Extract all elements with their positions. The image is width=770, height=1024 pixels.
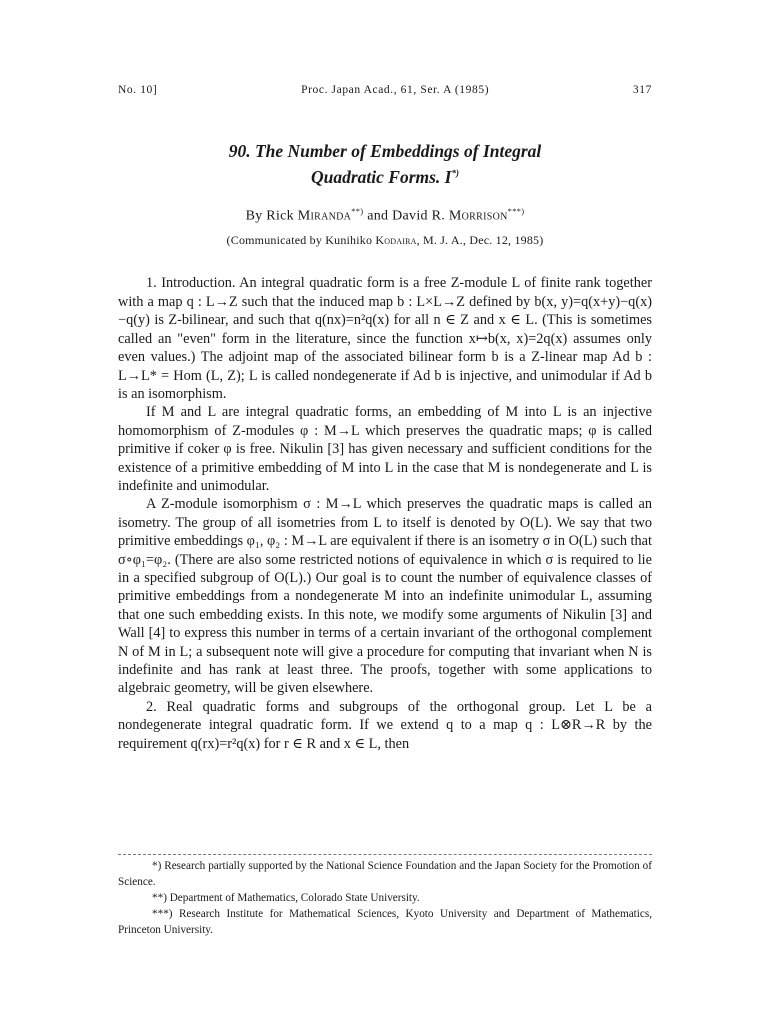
author-miranda: Miranda [297, 208, 352, 224]
running-header [118, 84, 652, 104]
page [118, 84, 652, 753]
title-footnote-marker: *) [451, 168, 459, 178]
title-line-2-text: Quadratic Forms. I [310, 166, 452, 187]
footnote-1: *) Research partially supported by the National Science Foundation and the Japan Society for the Promotion of Science. [118, 860, 652, 888]
issue-number: No. 10] [118, 84, 158, 96]
paragraph-embedding [118, 403, 652, 495]
author-morrison: Morrison [448, 208, 508, 224]
paragraph-4-text: Let L be a nondegenerate integral quadratic form. If we extend q to a map q : L⊗R→R by the requirement q(rx)=r²q(x) for r ∈ R and x ∈ L, then [118, 698, 652, 752]
footnote-2: **) Department of Mathematics, Colorado State University. [152, 892, 420, 904]
title-line-1: 90. The Number of Embeddings of Integral [228, 141, 542, 161]
communicated-line [118, 233, 652, 248]
author-by: By Rick [245, 208, 298, 224]
footnote-3: ***) Research Institute for Mathematical Sciences, Kyoto University and Department of Mathematics, Princeton University. [118, 908, 652, 936]
body-text [118, 274, 652, 753]
paragraph-isometry [118, 495, 652, 697]
paragraph-1-text: An integral quadratic form is a free Z-module L of finite rank together with a map q : L→Z such that the induced map b : L×L→Z defined by b(x, y)=q(x+y)−q(x)−q(y) is Z-bilinear, and such that q(nx)=n²q(x) for all n ∈ Z and x ∈ L. (This is sometimes called an "even" form in the literature, since the function x↦b(x, x)=2q(x) assumes only even values.) The adjoint map of the associated bilinear form b is a Z-linear map Ad b : L→L* = Hom (L, Z); L is called nondegenerate if Ad b is injective, and unimodular if Ad b is an isomorphism. [118, 275, 652, 402]
section-heading-1: 1. Introduction. [146, 275, 236, 292]
paragraph-3-text: A Z-module isomorphism σ : M→L which preserves the quadratic maps is called an isometry. The group of all isometries from L to itself is denoted by O(L). We say that two primitive embeddings φ₁, φ₂ : M→L are equivalent if there is an isometry σ in O(L) such that σ∘φ₁=φ₂. (There are also some restricted notions of equivalence in which σ is required to lie in a specified subgroup of O(L).) Our goal is to count the number of equivalence classes of primitive embeddings from a nondegenerate M into an indefinite unimodular L, assuming that one such embedding exists. In this note, we modify some arguments of Nikulin [3] and Wall [4] to express this number in terms of a certain invariant of the orthogonal complement N of M in L; a subsequent note will give a procedure for computing that invariant when N is indefinite and has rank at least three. The proofs, together with some applications to algebraic geometry, will be given elsewhere. [118, 496, 652, 697]
paragraph-real-forms [118, 698, 652, 753]
author-morrison-marker: ***) [507, 205, 525, 216]
section-heading-2: 2. Real quadratic forms and subgroups of the orthogonal group. [146, 698, 566, 715]
paper-title [118, 140, 652, 188]
author-miranda-marker: **) [351, 205, 364, 216]
footnotes [118, 858, 652, 938]
paragraph-introduction [118, 274, 652, 403]
communicated-name: Kodaira [375, 233, 417, 248]
journal-citation: Proc. Japan Acad., 61, Ser. A (1985) [301, 84, 490, 96]
footnote-rule [118, 854, 652, 855]
communicated-suffix: , M. J. A., Dec. 12, 1985) [416, 233, 544, 248]
communicated-prefix: (Communicated by Kunihiko [226, 233, 376, 248]
author-and: and David R. [363, 208, 449, 224]
page-number: 317 [632, 84, 652, 96]
title-line-2 [118, 162, 652, 188]
paragraph-2-text: If M and L are integral quadratic forms, an embedding of M into L is an injective homomorphism of Z-modules φ : M→L which preserves the quadratic maps; φ is called primitive if coker φ is free. Nikulin [3] has given necessary and sufficient conditions for the existence of a primitive embedding of M into L in the case that M is nondegenerate and L is indefinite and unimodular. [118, 404, 652, 494]
author-line [118, 206, 652, 225]
